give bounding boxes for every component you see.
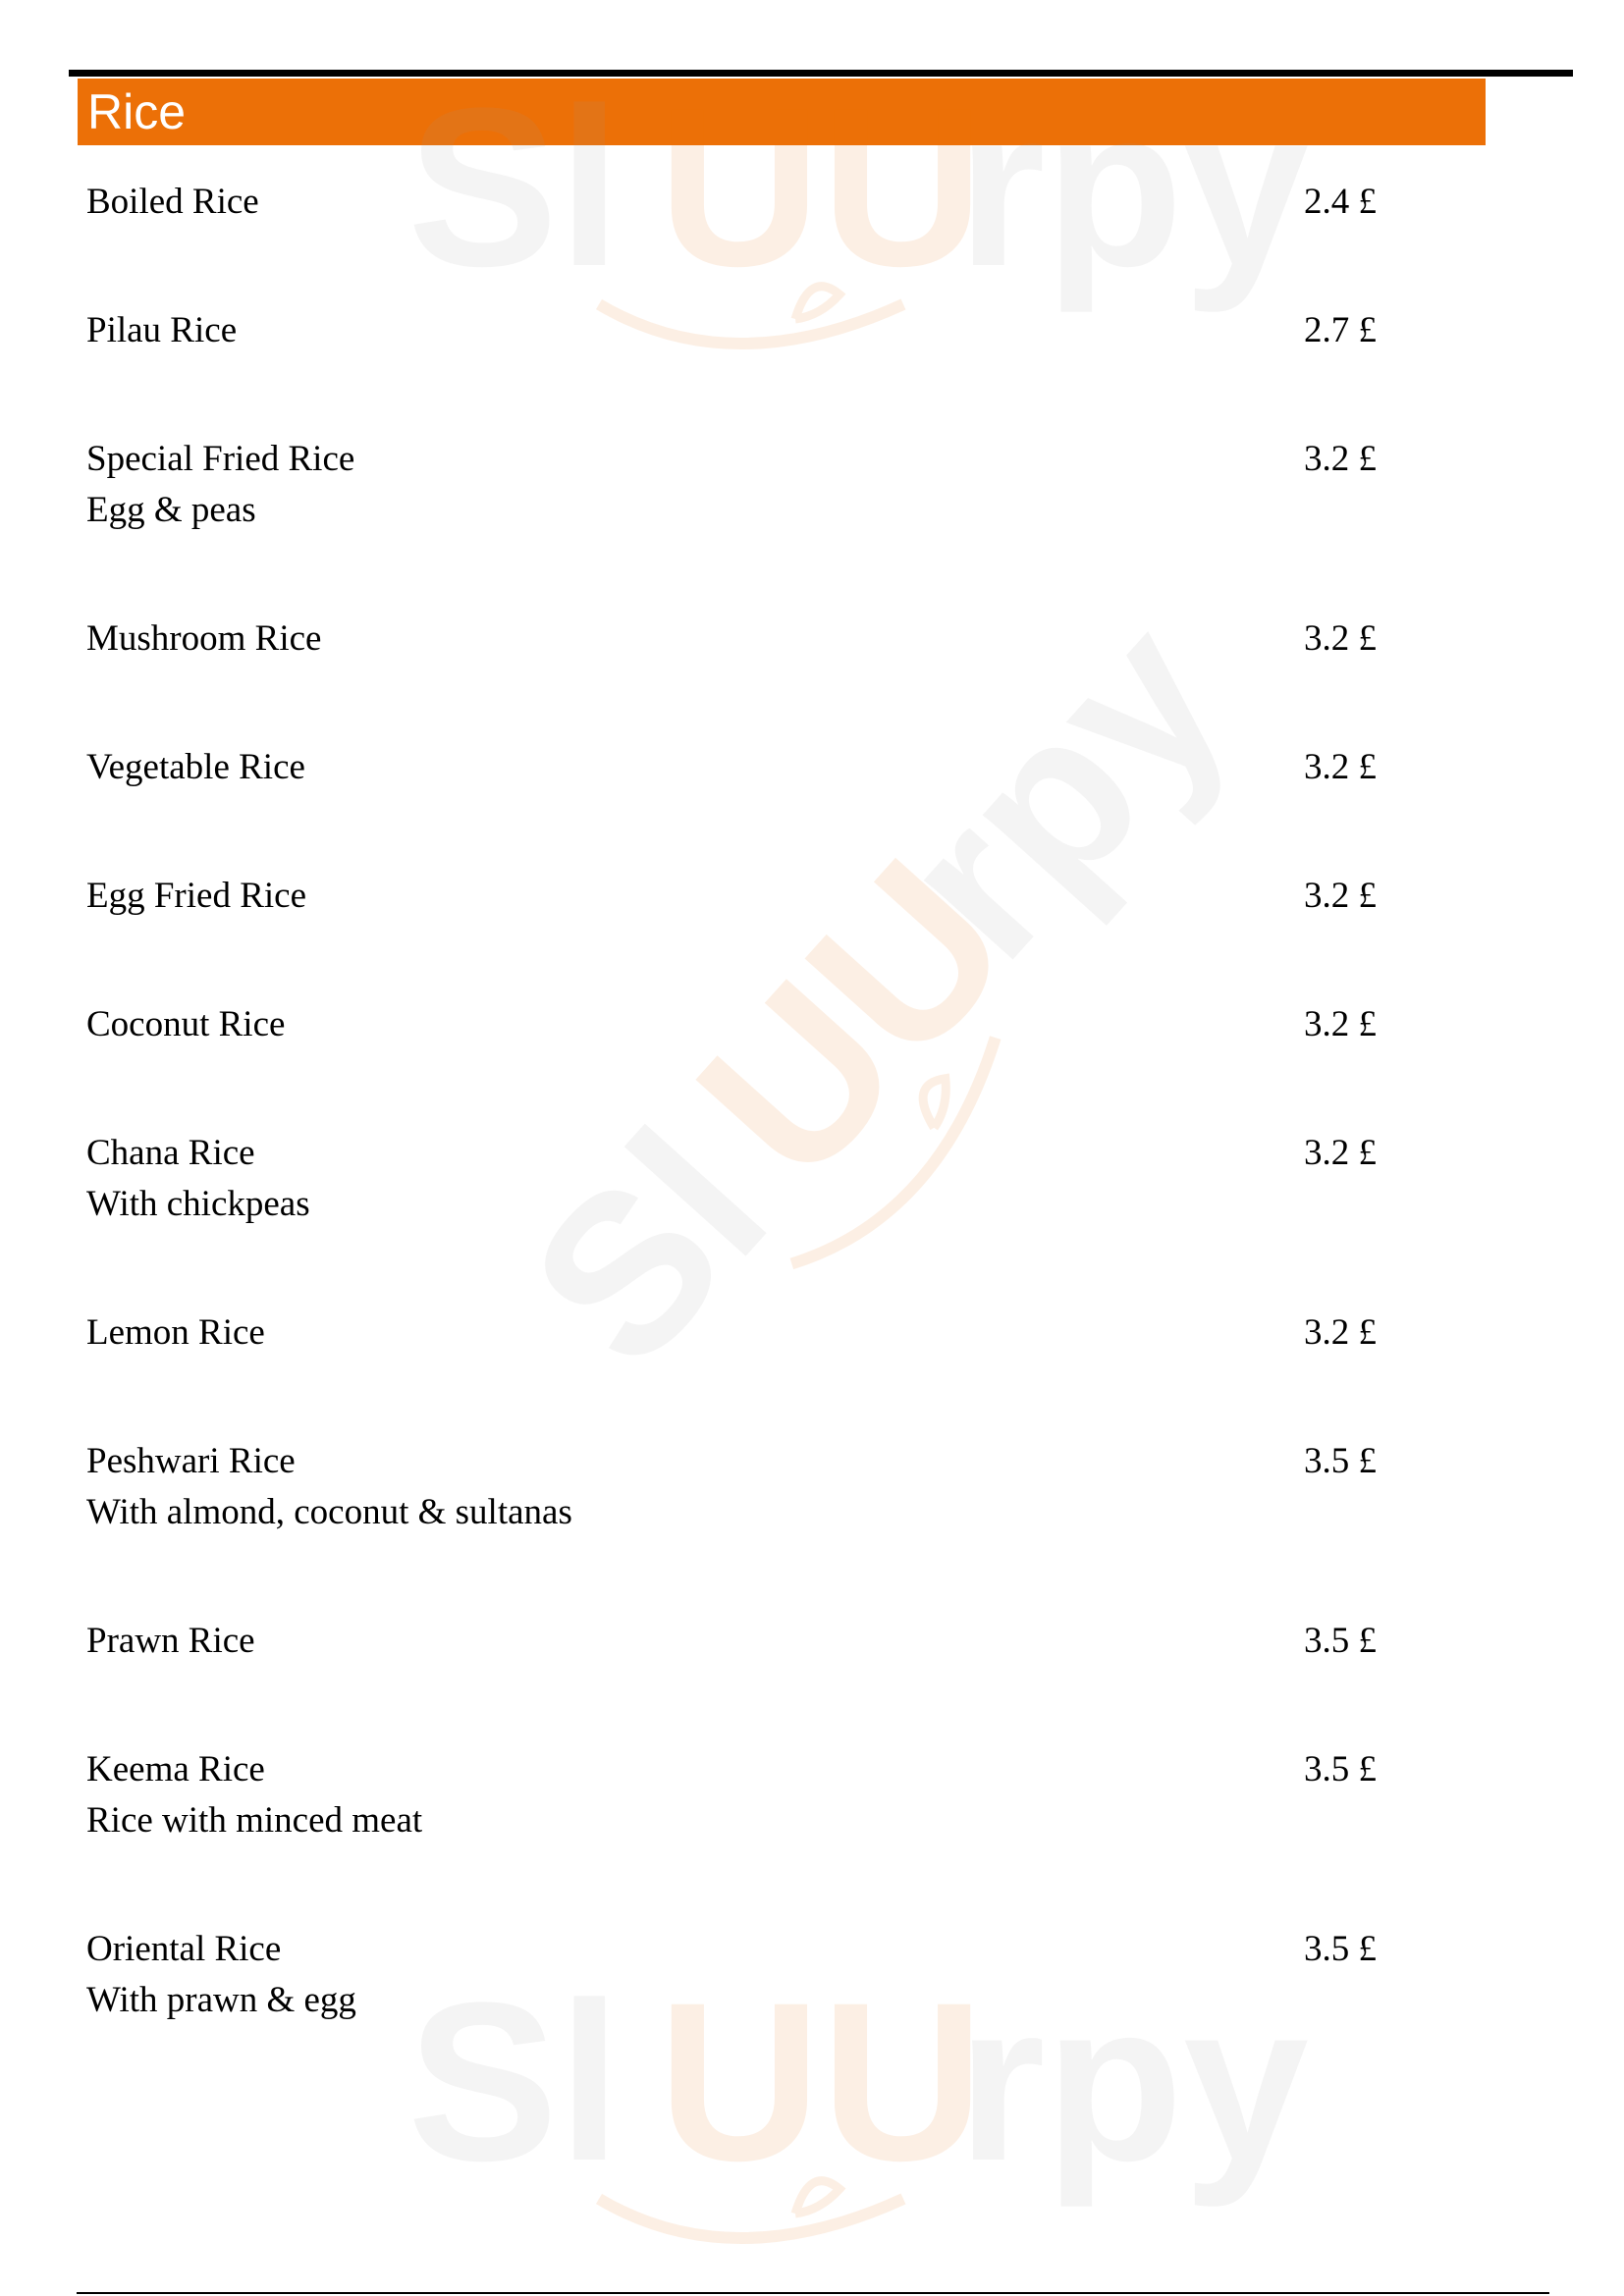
item-name: Keema Rice [86,1749,265,1789]
item-price: 3.2 £ [1304,439,1377,479]
svg-text:UU: UU [650,815,1056,1226]
svg-text:rpy: rpy [957,61,1309,313]
item-price: 3.5 £ [1304,1621,1377,1661]
svg-text:rpy: rpy [850,573,1273,1004]
svg-text:UU: UU [658,1955,985,2208]
item-price: 3.2 £ [1304,1133,1377,1173]
item-description: Rice with minced meat [86,1800,423,1841]
item-name: Coconut Rice [86,1004,286,1044]
item-price: 3.5 £ [1304,1929,1377,1969]
item-name: Chana Rice [86,1133,255,1173]
section-title: Rice [87,84,187,139]
item-name: Lemon Rice [86,1312,265,1353]
item-description: Egg & peas [86,490,256,530]
item-price: 3.2 £ [1304,1004,1377,1044]
item-price: 2.4 £ [1304,182,1377,222]
item-name: Oriental Rice [86,1929,282,1969]
item-price: 3.5 £ [1304,1749,1377,1789]
item-description: With almond, coconut & sultanas [86,1492,572,1532]
item-name: Prawn Rice [86,1621,255,1661]
svg-text:Sl: Sl [407,61,622,313]
item-name: Boiled Rice [86,182,259,222]
svg-text:UU: UU [658,61,985,313]
item-name: Pilau Rice [86,310,238,350]
item-name: Egg Fried Rice [86,876,307,916]
item-price: 3.2 £ [1304,747,1377,787]
item-price: 2.7 £ [1304,310,1377,350]
item-price: 3.2 £ [1304,1312,1377,1353]
item-description: With chickpeas [86,1184,310,1224]
svg-text:rpy: rpy [957,1955,1309,2208]
item-name: Vegetable Rice [86,747,305,787]
svg-text:Sl: Sl [482,1084,813,1413]
item-price: 3.5 £ [1304,1441,1377,1481]
item-price: 3.2 £ [1304,876,1377,916]
bottom-divider [77,2292,1549,2294]
item-name: Peshwari Rice [86,1441,296,1481]
item-name: Mushroom Rice [86,618,322,659]
svg-text:Sl: Sl [407,1955,622,2208]
item-description: With prawn & egg [86,1980,356,2020]
item-price: 3.2 £ [1304,618,1377,659]
item-name: Special Fried Rice [86,439,355,479]
